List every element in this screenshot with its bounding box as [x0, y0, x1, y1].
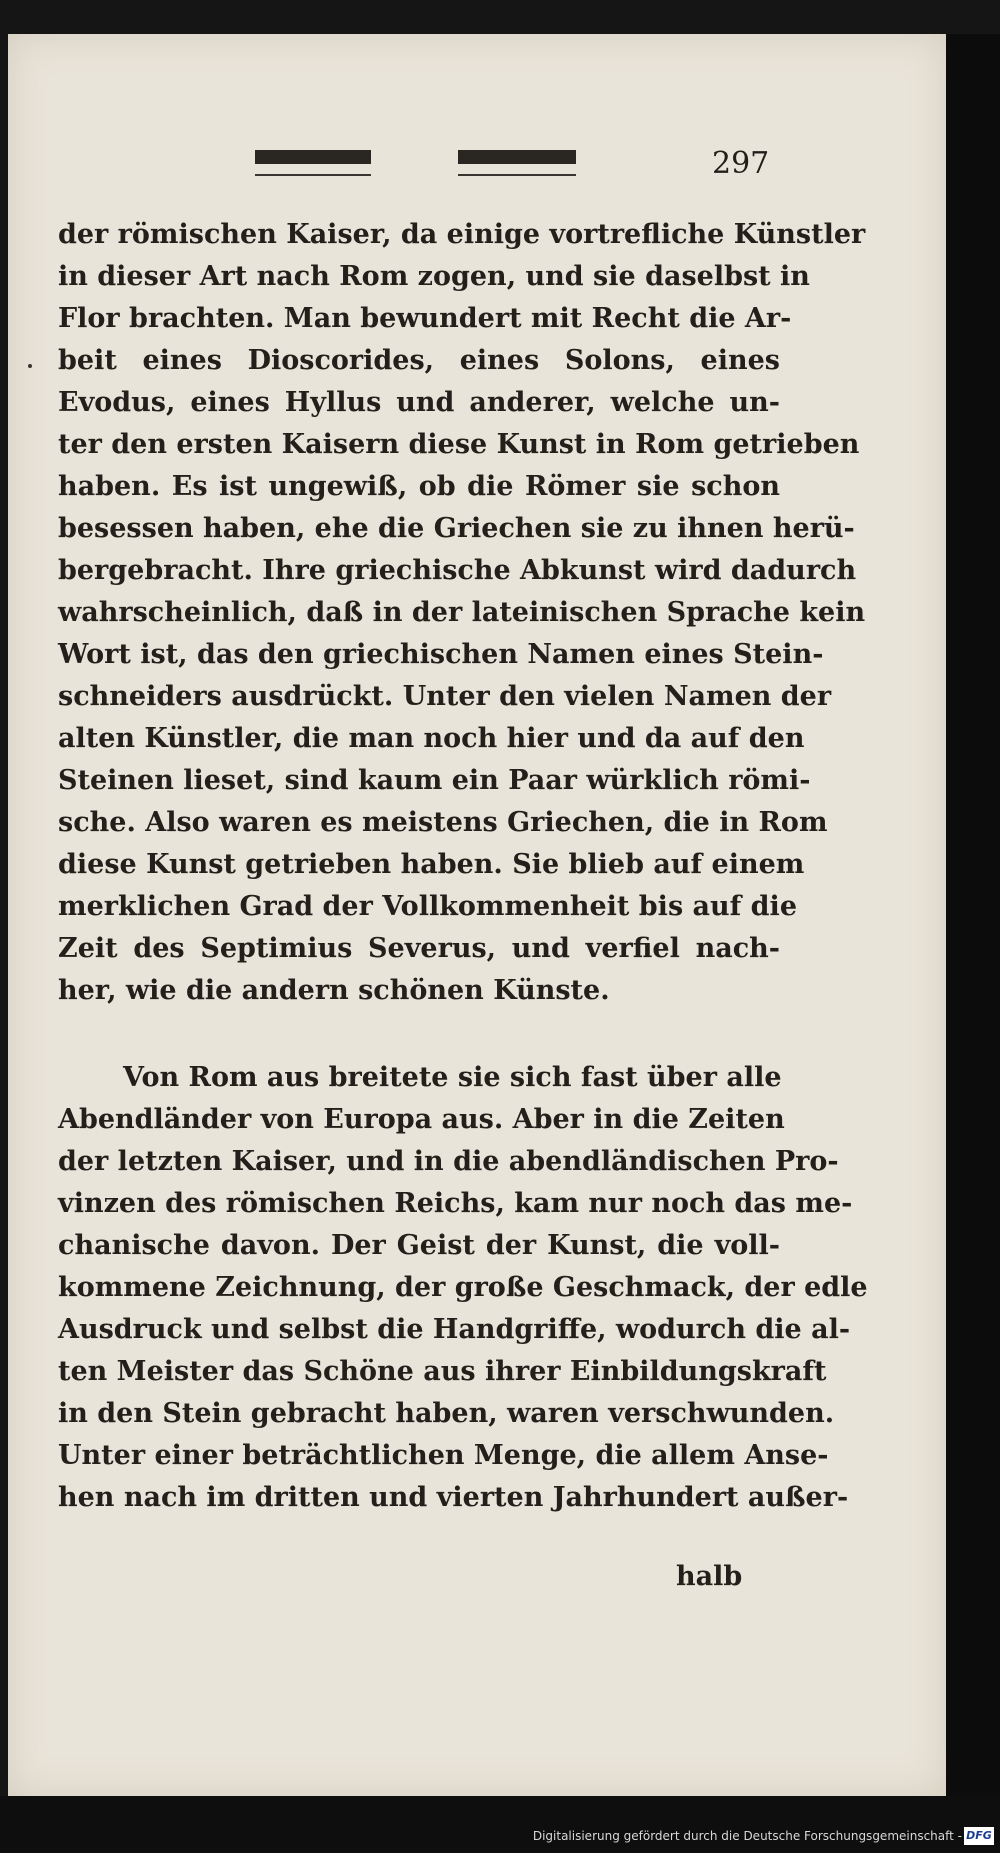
text-line: Zeit des Septimius Severus, und verfiel nach- [58, 933, 780, 964]
text-line: vinzen des römischen Reichs, kam nur noch das me- [58, 1188, 853, 1219]
catchword: halb [676, 1561, 743, 1592]
text-line: besessen haben, ehe die Griechen sie zu ihnen herü- [58, 513, 855, 544]
text-line: der letzten Kaiser, und in die abendländischen Pro- [58, 1146, 839, 1177]
text-line: Flor brachten. Man bewundert mit Recht die Ar- [58, 303, 792, 334]
text-line: merklichen Grad der Vollkommenheit bis auf die [58, 891, 797, 922]
paragraph-1 [58, 214, 866, 1012]
text-line: sche. Also waren es meistens Griechen, die in Rom [58, 807, 828, 838]
ink-speck [28, 364, 32, 368]
header-thin-rule [255, 174, 371, 176]
text-line: diese Kunst getrieben haben. Sie blieb auf einem [58, 849, 805, 880]
text-line: bergebracht. Ihre griechische Abkunst wird dadurch [58, 555, 857, 586]
text-line: Steinen lieset, sind kaum ein Paar würklich römi- [58, 765, 811, 796]
text-line-last: her, wie die andern schönen Künste. [58, 975, 610, 1006]
text-line: der römischen Kaiser, da einige vortrefliche Künstler [58, 219, 866, 250]
text-line: in den Stein gebracht haben, waren verschwunden. [58, 1398, 835, 1429]
text-line: ten Meister das Schöne aus ihrer Einbildungskraft [58, 1356, 827, 1387]
text-line: alten Künstler, die man noch hier und da auf den [58, 723, 805, 754]
text-line-indented: Von Rom aus breitete sie sich fast über alle [123, 1062, 782, 1093]
text-line: Wort ist, das den griechischen Namen eines Stein- [58, 639, 824, 670]
text-line: ter den ersten Kaisern diese Kunst in Rom getrieben [58, 429, 860, 460]
text-line: schneiders ausdrückt. Unter den vielen Namen der [58, 681, 832, 712]
digitization-credit: Digitalisierung gefördert durch die Deutsche Forschungsgemeinschaft - [532, 1829, 962, 1843]
text-line: Ausdruck und selbst die Handgriffe, wodurch die al- [58, 1314, 851, 1345]
text-line: hen nach im dritten und vierten Jahrhundert außer- [58, 1482, 849, 1513]
header-thin-rule [458, 174, 576, 176]
text-line: beit eines Dioscorides, eines Solons, eines [58, 345, 780, 376]
scan-border-bottom [0, 1796, 1000, 1853]
text-line: kommene Zeichnung, der große Geschmack, der edle [58, 1272, 868, 1303]
header-ornament-rule [458, 150, 576, 164]
text-line: Evodus, eines Hyllus und anderer, welche un- [58, 387, 780, 418]
page-number: 297 [712, 146, 770, 181]
text-line: wahrscheinlich, daß in der lateinischen Sprache kein [58, 597, 866, 628]
header-ornament-rule [255, 150, 371, 164]
scan-border-right [946, 34, 1000, 1796]
text-line: Unter einer beträchtlichen Menge, die allem Anse- [58, 1440, 829, 1471]
text-line: haben. Es ist ungewiß, ob die Römer sie schon [58, 471, 780, 502]
dfg-logo[interactable]: DFG [964, 1827, 994, 1845]
text-line: in dieser Art nach Rom zogen, und sie daselbst in [58, 261, 810, 292]
text-line: chanische davon. Der Geist der Kunst, die voll- [58, 1230, 780, 1261]
text-line: Abendländer von Europa aus. Aber in die Zeiten [58, 1104, 785, 1135]
paragraph-2 [58, 1057, 868, 1519]
